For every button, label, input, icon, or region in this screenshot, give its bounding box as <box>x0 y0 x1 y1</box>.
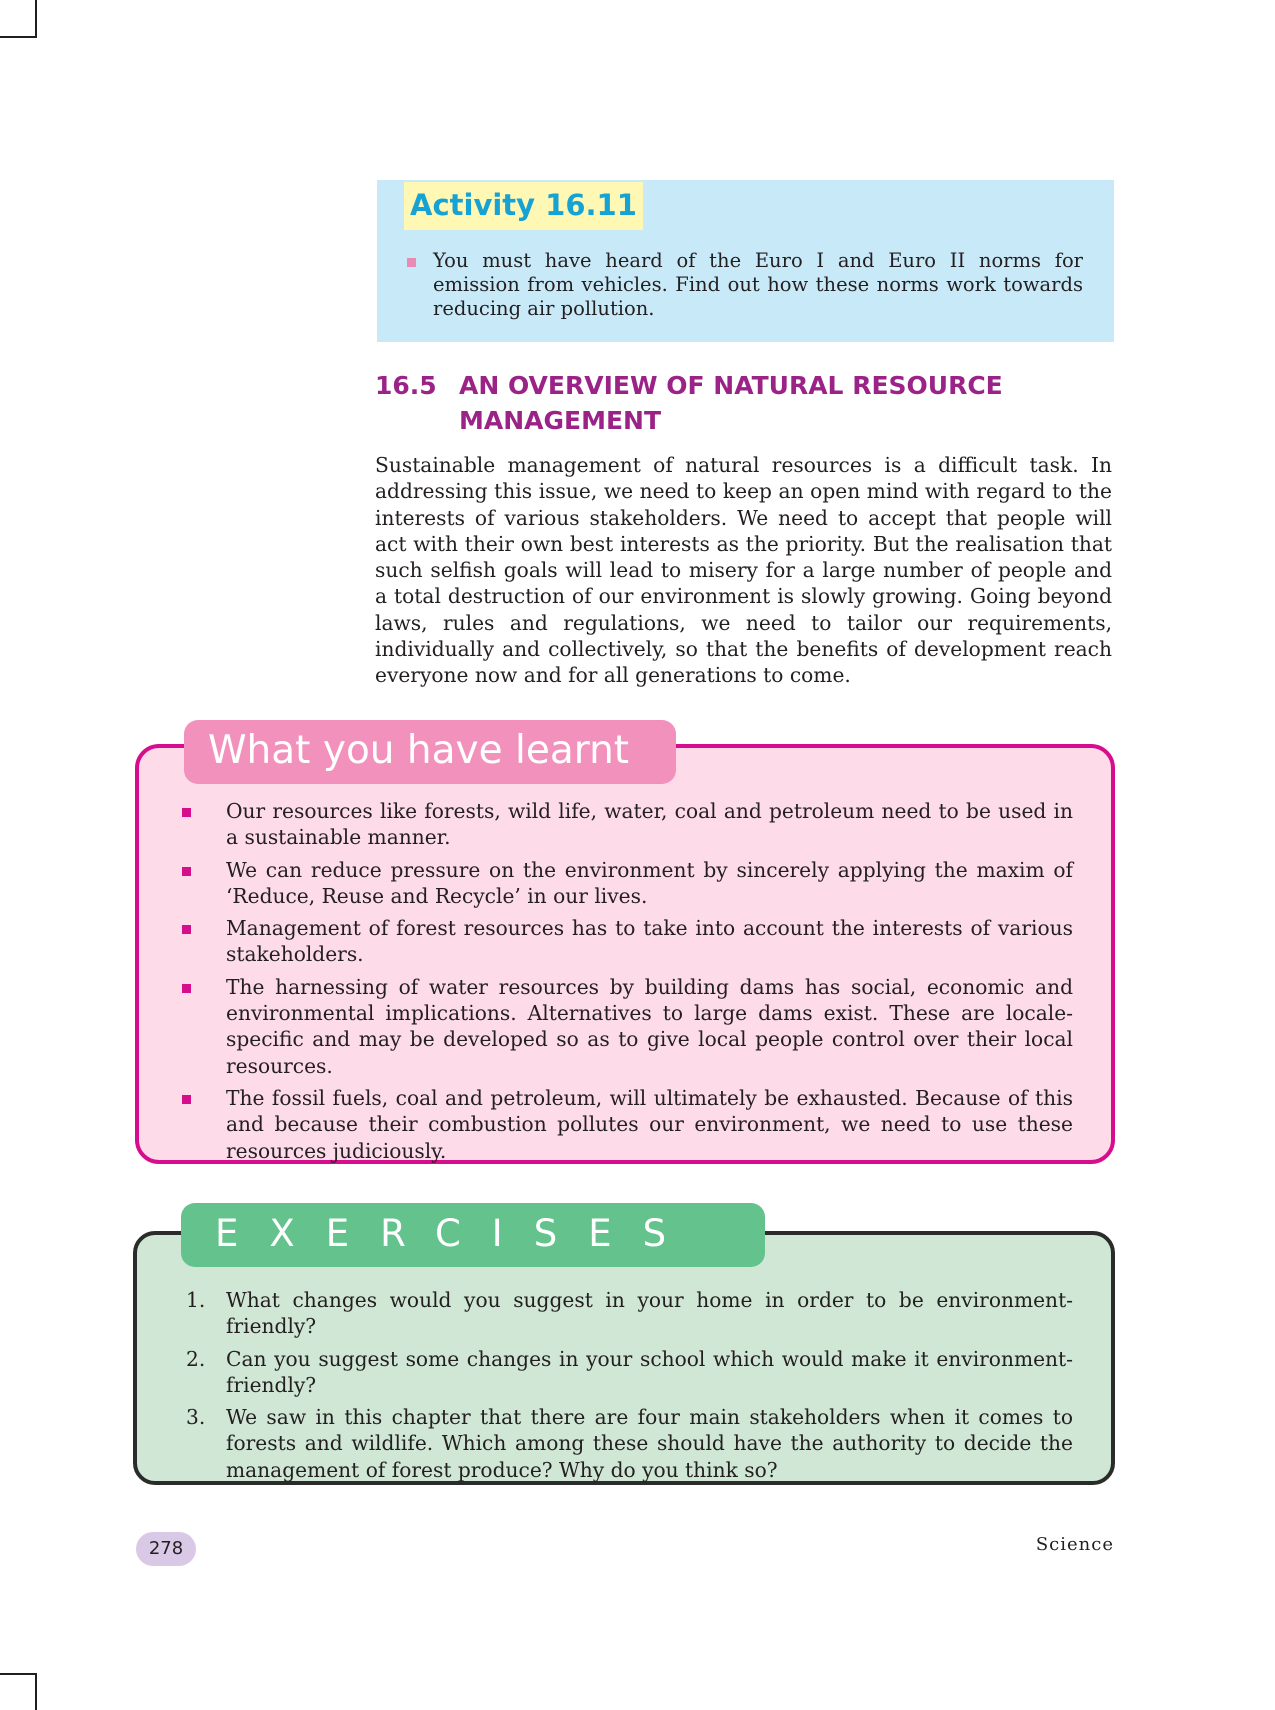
square-bullet-icon <box>407 258 416 267</box>
learnt-heading: What you have learnt <box>184 720 676 784</box>
exercise-item <box>186 1287 1073 1340</box>
exercise-text: Can you suggest some changes in your school which would make it environment-friendly? <box>226 1346 1073 1397</box>
exercise-text: What changes would you suggest in your home in order to be environment-friendly? <box>226 1288 1073 1339</box>
crop-mark-top-left <box>0 0 37 38</box>
learnt-item: The harnessing of water resources by building dams has social, economic and environmental implications. Alternatives to large dams exist. These are locale-specific and may be developed so as to give local people control over their local resources. <box>226 974 1073 1078</box>
section-paragraph: Sustainable management of natural resources is a difficult task. In addressing this issue, we need to keep an open mind with regard to the interests of various stakeholders. We need to accept that people will act with their own best interests as the priority. But the realisation that such selfish goals will lead to misery for a large number of people and a total destruction of our environment is slowly growing. Going beyond laws, rules and regulations, we need to tailor our requirements, individually and collectively, so that the benefits of development reach everyone now and for all generations to come. <box>375 453 1112 688</box>
crop-mark-bottom-left <box>0 1673 37 1710</box>
exercise-number: 2. <box>186 1346 206 1371</box>
page-number: 278 <box>136 1532 196 1566</box>
exercise-number: 3. <box>186 1405 206 1430</box>
learnt-item: We can reduce pressure on the environment by sincerely applying the maxim of ‘Reduce, Reuse and Recycle’ in our lives. <box>226 857 1073 908</box>
exercise-item <box>186 1404 1073 1483</box>
section-title-line2: MANAGEMENT <box>459 406 662 435</box>
exercises-heading: EXERCISES <box>181 1203 765 1267</box>
learnt-item: Our resources like forests, wild life, water, coal and petroleum need to be used in a sustainable manner. <box>226 799 1073 850</box>
section-number: 16.5 <box>375 371 437 400</box>
activity-title: Activity 16.11 <box>404 182 643 230</box>
learnt-item: The fossil fuels, coal and petroleum, will ultimately be exhausted. Because of this and because their combustion pollutes our environment, we need to use these resources judiciously. <box>226 1085 1073 1163</box>
footer-subject: Science <box>1035 1534 1114 1555</box>
exercise-item <box>186 1346 1073 1399</box>
section-heading <box>375 368 1075 438</box>
activity-box <box>377 180 1114 342</box>
exercise-number: 1. <box>186 1288 206 1312</box>
learnt-list <box>226 798 1073 1170</box>
exercise-text: We saw in this chapter that there are four main stakeholders when it comes to forests and wildlife. Which among these should have the authority to decide the management of forest produce? Why do you think so? <box>226 1405 1073 1482</box>
section-title-line1: AN OVERVIEW OF NATURAL RESOURCE <box>459 371 1003 400</box>
exercises-list <box>186 1287 1073 1489</box>
learnt-item: Management of forest resources has to take into account the interests of various stakeholders. <box>226 916 1073 967</box>
activity-item: You must have heard of the Euro I and Euro II norms for emission from vehicles. Find out how these norms work towards reducing air pollution. <box>433 249 1083 320</box>
